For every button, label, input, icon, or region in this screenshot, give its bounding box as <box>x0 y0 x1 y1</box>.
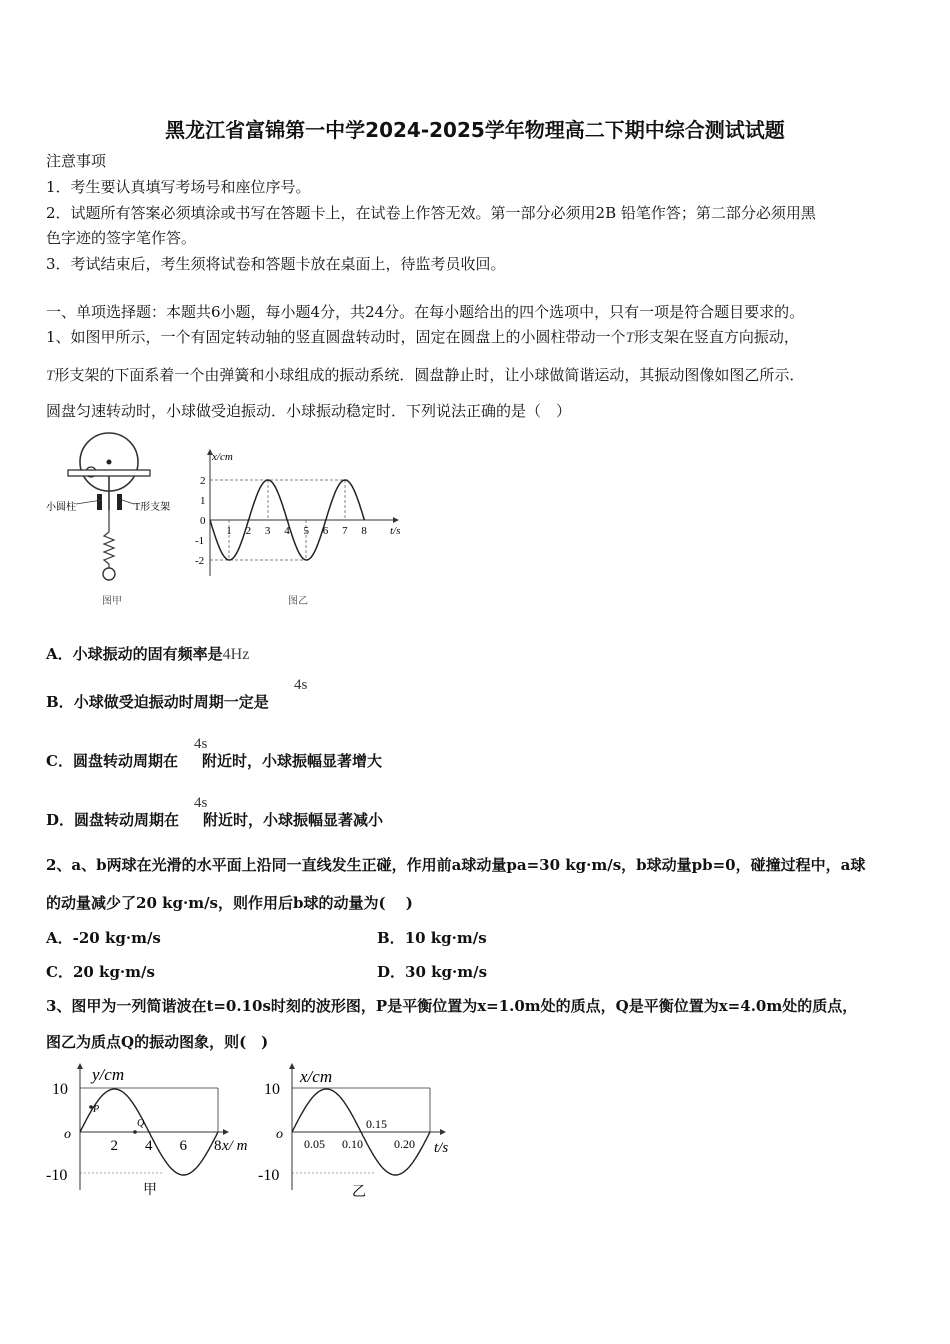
notice-heading: 注意事项 <box>46 152 107 170</box>
x-tick: 6 <box>179 1138 187 1154</box>
x-tick: 2 <box>245 525 252 537</box>
q1-option-c-value: 4s <box>194 736 208 752</box>
q3-figure-wave <box>46 1062 261 1202</box>
q1-option-b-value: 4s <box>294 677 308 693</box>
x-tick: 0.05 <box>304 1137 325 1151</box>
q1-figure-apparatus <box>46 432 186 610</box>
q2-option-d[interactable]: D．30 kg·m/s <box>377 963 488 981</box>
ytick: -1 <box>195 535 205 547</box>
caption-fig-b: 乙 <box>352 1185 366 1200</box>
q2-option-c[interactable]: C．20 kg·m/s <box>46 963 155 981</box>
y-axis-label: x/cm <box>212 451 233 463</box>
x-tick: 3 <box>264 525 271 537</box>
q1-option-c[interactable]: C．圆盘转动周期在 附近时，小球振幅显著增大 <box>46 752 382 770</box>
x-tick: 6 <box>322 525 329 537</box>
point-Q-label: Q <box>137 1118 145 1129</box>
x-tick: 0.20 <box>394 1137 415 1151</box>
x-axis-label: t/s <box>390 525 401 537</box>
q1-option-a[interactable]: A．小球振动的固有频率是4Hz <box>46 645 250 663</box>
q1-line2: T形支架的下面系着一个由弹簧和小球组成的振动系统．圆盘静止时，让小球做简谐运动，其振动图像如图乙所示． <box>46 366 805 384</box>
label-cylinder: 小圆柱 <box>46 502 76 513</box>
y-tick-neg10: -10 <box>258 1167 280 1184</box>
q1-option-b[interactable]: B．小球做受迫振动时周期一定是 <box>46 693 269 711</box>
x-tick: 0.10 <box>342 1137 363 1151</box>
notice-item-2: 2．试题所有答案必须填涂或书写在答题卡上，在试卷上作答无效。第一部分必须用2B 铅笔作答；第二部分必须用黑 <box>46 204 816 222</box>
x-tick: 0.15 <box>366 1117 387 1131</box>
ytick: 0 <box>200 515 206 527</box>
caption-fig-b: 图乙 <box>288 596 308 607</box>
origin-label: o <box>64 1127 71 1142</box>
x-tick: 1 <box>226 525 232 537</box>
caption-fig-a: 甲 <box>143 1183 157 1198</box>
y-axis-label: x/cm <box>300 1067 333 1086</box>
x-tick: 4 <box>284 525 290 537</box>
q2-option-a[interactable]: A．-20 kg·m/s <box>46 929 161 947</box>
q1-line3: 圆盘匀速转动时，小球做受迫振动．小球振动稳定时．下列说法正确的是（ ） <box>46 402 572 420</box>
q3-line1: 3、图甲为一列简谐波在t=0.10s时刻的波形图，P是平衡位置为x=1.0m处的质点，Q是平衡位置为x=4.0m处的质点， <box>46 997 858 1015</box>
caption-fig-a: 图甲 <box>102 596 122 607</box>
q2-option-b[interactable]: B．10 kg·m/s <box>377 929 487 947</box>
y-axis-label: y/cm <box>92 1065 125 1084</box>
notice-item-1: 1．考生要认真填写考场号和座位序号。 <box>46 178 311 196</box>
x-tick: 8 <box>214 1138 222 1154</box>
point-P-label: P <box>93 1104 100 1115</box>
q3-figure-vibration <box>258 1062 468 1202</box>
label-T-frame: T形支架 <box>134 502 171 513</box>
notice-item-2-cont: 色字迹的签字笔作答。 <box>46 229 197 247</box>
x-tick: 5 <box>303 525 309 537</box>
page-title: 黑龙江省富锦第一中学2024-2025学年物理高二下期中综合测试试题 <box>165 118 785 142</box>
y-tick-neg10: -10 <box>46 1167 68 1184</box>
section-heading: 一、单项选择题：本题共6小题，每小题4分，共24分。在每小题给出的四个选项中，只有一项是符合题目要求的。 <box>46 303 805 321</box>
x-tick: 8 <box>361 525 367 537</box>
x-tick: 4 <box>145 1138 153 1154</box>
q2-line2: 的动量减少了20 kg·m/s，则作用后b球的动量为( ) <box>46 894 413 912</box>
y-tick-10: 10 <box>52 1081 68 1098</box>
q1-figure-graph <box>190 446 420 610</box>
ytick: -2 <box>195 555 205 567</box>
origin-label: o <box>276 1127 283 1142</box>
x-axis-label: t/s <box>434 1140 449 1156</box>
q1-option-d-value: 4s <box>194 795 208 811</box>
q1-T-symbol: T <box>625 330 634 346</box>
x-tick: 7 <box>342 525 348 537</box>
q2-line1: 2、a、b两球在光滑的水平面上沿同一直线发生正碰，作用前a球动量pa=30 kg·m/s，b球动量pb=0，碰撞过程中，a球 <box>46 856 866 874</box>
notice-item-3: 3．考试结束后，考生须将试卷和答题卡放在桌面上，待监考员收回。 <box>46 255 506 273</box>
ytick: 2 <box>200 475 206 487</box>
q3-line2: 图乙为质点Q的振动图象，则( ) <box>46 1033 269 1051</box>
x-axis-label: x/ m <box>222 1138 248 1154</box>
ytick: 1 <box>200 495 206 507</box>
x-tick: 2 <box>110 1138 118 1154</box>
q1-line1: 1、如图甲所示，一个有固定转动轴的竖直圆盘转动时，固定在圆盘上的小圆柱带动一个T形支架在竖直方向振动， <box>46 328 799 346</box>
y-tick-10: 10 <box>264 1081 280 1098</box>
q1-option-d[interactable]: D．圆盘转动周期在 附近时，小球振幅显著减小 <box>46 811 384 829</box>
